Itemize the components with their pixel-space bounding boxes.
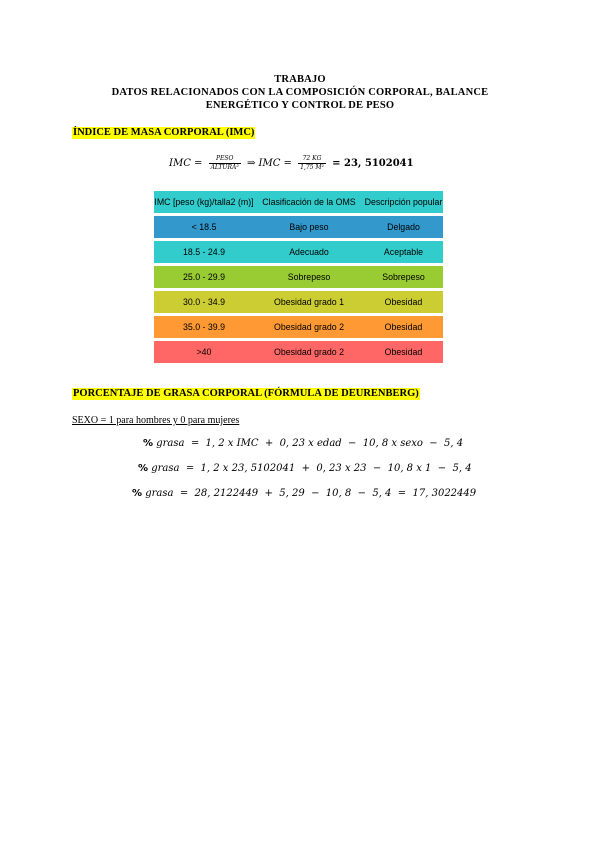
fraction-denominator: 1,75 M² (300, 164, 324, 171)
fraction-numerator: 72 KG (298, 155, 326, 164)
table-header-popular: Descripción popular (364, 197, 443, 207)
table-cell-oms: Sobrepeso (287, 272, 331, 282)
imc-formula-lhs: IMC = (169, 158, 203, 169)
percent-symbol: % (138, 463, 149, 474)
table-row (154, 341, 443, 363)
table-cell-imc: 18.5 - 24.9 (182, 247, 226, 257)
table-row (154, 291, 443, 313)
imc-fraction-values (298, 155, 326, 172)
table-header-imc: IMC [peso (kg)/talla2 (m)] (154, 197, 254, 207)
table-cell-imc: 25.0 - 29.9 (182, 272, 226, 282)
table-cell-popular: Delgado (387, 222, 420, 232)
imc-classification-table (154, 191, 443, 366)
table-cell-oms: Adecuado (289, 247, 329, 257)
document-subtitle-line1: DATOS RELACIONADOS CON LA COMPOSICIÓN CORPORAL, BALANCE (111, 87, 489, 98)
table-cell-popular: Obesidad (384, 297, 423, 307)
table-cell-imc: 35.0 - 39.9 (182, 322, 226, 332)
sexo-note (72, 415, 239, 427)
table-cell-imc: 30.0 - 34.9 (182, 297, 226, 307)
document-subtitle-line2: ENERGÉTICO Y CONTROL DE PESO (205, 100, 395, 111)
fraction-denominator: ALTURA² (210, 164, 239, 171)
table-cell-imc: < 18.5 (191, 222, 217, 232)
grasa-formula-general (143, 438, 463, 449)
table-row (154, 316, 443, 338)
imc-formula (169, 150, 414, 178)
table-row (154, 266, 443, 288)
table-cell-oms: Obesidad grado 1 (274, 297, 344, 307)
document-title: TRABAJO (274, 74, 326, 85)
table-row (154, 216, 443, 238)
imc-formula-mid: IMC = (258, 158, 292, 169)
table-cell-popular: Aceptable (383, 247, 424, 257)
percent-symbol: % (132, 488, 143, 499)
imc-result: = 23, 5102041 (332, 158, 414, 169)
table-header-row (154, 191, 443, 213)
grasa-formula-result (132, 488, 476, 499)
grasa-formula-body: grasa = 1, 2 x 23, 5102041 + 0, 23 x 23 − 10, 8 x 1 − 5, 4 (151, 463, 472, 474)
table-cell-oms: Obesidad grado 2 (274, 347, 344, 357)
table-cell-oms: Obesidad grado 2 (274, 322, 344, 332)
table-cell-popular: Obesidad (384, 322, 423, 332)
grasa-formula-body: grasa = 28, 2122449 + 5, 29 − 10, 8 − 5, 4 = 17, 3022449 (145, 488, 477, 499)
table-cell-popular: Sobrepeso (382, 272, 425, 282)
grasa-formula-substituted (138, 463, 472, 474)
table-cell-oms: Bajo peso (289, 222, 329, 232)
percent-symbol: % (143, 438, 154, 449)
table-cell-popular: Obesidad (384, 347, 423, 357)
imc-heading: ÍNDICE DE MASA CORPORAL (IMC) (73, 127, 255, 138)
table-cell-imc: >40 (196, 347, 212, 357)
table-header-oms: Clasificación de la OMS (262, 197, 356, 207)
imc-fraction-general (209, 155, 241, 172)
implies-arrow: ⇒ (246, 158, 256, 169)
fraction-numerator: PESO (209, 155, 241, 164)
grasa-heading: PORCENTAJE DE GRASA CORPORAL (FÓRMULA DE DEURENBERG) (73, 388, 419, 399)
sexo-note-text: SEXO = 1 para hombres y 0 para mujeres (72, 415, 240, 426)
table-row (154, 241, 443, 263)
grasa-formula-body: grasa = 1, 2 x IMC + 0, 23 x edad − 10, 8 x sexo − 5, 4 (156, 438, 464, 449)
